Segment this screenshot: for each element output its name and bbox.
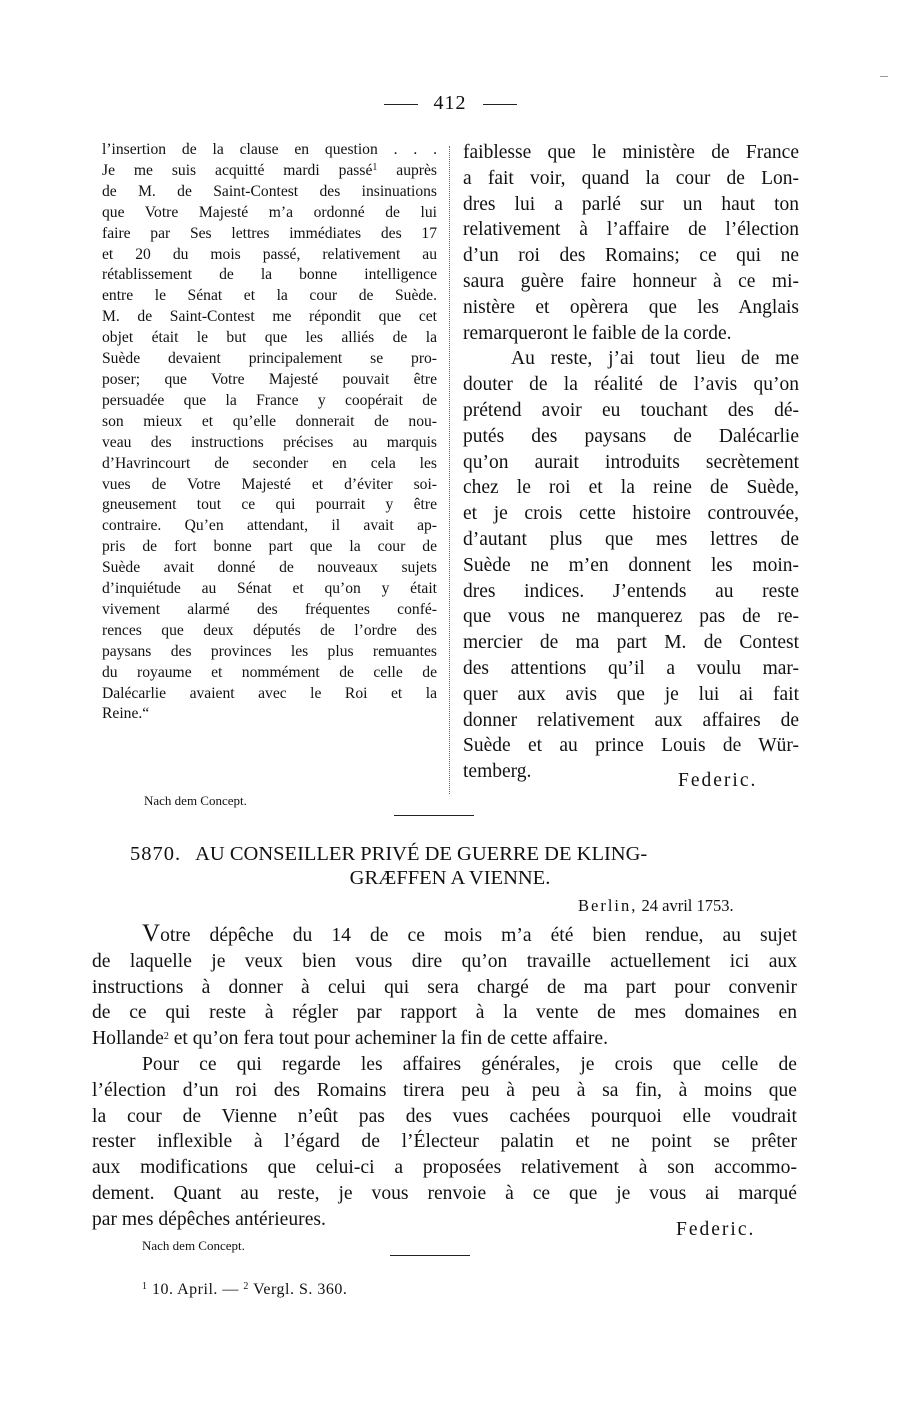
left-line: rétablissement de la bonne intelligence (102, 266, 437, 284)
right-line: dres lui a parlé sur un haut ton (463, 193, 799, 215)
page-number: 412 (433, 92, 467, 114)
left-line: Suède avait donné de nouveaux sujets (102, 559, 437, 577)
left-line: poser; que Votre Majesté pouvait être (102, 370, 437, 388)
right-line: et je crois cette histoire controuvée, (463, 503, 799, 525)
body-line: instructions à donner à celui qui sera chargé de ma part pour convenir (92, 976, 797, 998)
dateline-date: 24 avril 1753. (637, 896, 734, 915)
body-line: la cour de Vienne n’eût pas des vues cachées pourquoi elle voudrait (92, 1105, 797, 1127)
footnote-number: 2 (243, 1281, 249, 1292)
body-line: de laquelle je veux bien vous dire qu’on travaille actuellement ici aux (92, 950, 797, 972)
body-line: par mes dépêches antérieures. (92, 1208, 326, 1230)
dropcap: V (142, 920, 161, 947)
left-line: M. de Saint-Contest me répondit que cet (102, 308, 437, 326)
right-line: prétend avoir eu touchant des dé- (463, 399, 799, 421)
left-line: contraire. Qu’en attendant, il avait ap- (102, 517, 437, 535)
right-line: a fait voir, quand la cour de Lon- (463, 167, 799, 189)
left-line: vivement alarmé des fréquentes confé- (102, 600, 437, 618)
body-line: l’élection d’un roi des Romains tirera peu à peu à sa fin, à moins que (92, 1079, 797, 1101)
footnote-number: 1 (142, 1281, 148, 1292)
section-rule (394, 815, 474, 816)
left-line: Suède devaient principalement se pro- (102, 350, 437, 368)
right-line: chez le roi et la reine de Suède, (463, 477, 799, 499)
footnote-text: 10. April. — (147, 1281, 244, 1298)
body-line: Hollande$^2$ et qu’on fera tout pour acheminer la fin de cette affaire. (92, 1028, 609, 1050)
signature: Federic. (676, 1219, 756, 1240)
left-line: Reine.“ (102, 705, 150, 723)
left-line: son mieux et qu’elle donnerait de nou- (102, 412, 437, 430)
concept-note: Nach dem Concept. (144, 793, 247, 808)
left-line: que Votre Majesté m’a ordonné de lui (102, 203, 437, 221)
left-line: pris de fort bonne part que la cour de (102, 538, 437, 556)
left-line: entre le Sénat et la cour de Suède. (102, 287, 437, 305)
document-heading (130, 842, 770, 890)
column-divider (449, 146, 450, 794)
document-title-line1: AU CONSEILLER PRIVÉ DE GUERRE DE KLING- (195, 843, 648, 865)
right-line: saura guère faire honneur à ce mi- (463, 270, 799, 292)
left-line: d’Havrincourt de seconder en cela les (102, 454, 437, 472)
body-line: dement. Quant au reste, je vous renvoie à ce que je vous ai marqué (92, 1182, 797, 1204)
body-line: rester inflexible à l’égard de l’Électeur palatin et ne point se prêter (92, 1131, 797, 1153)
body-line: Pour ce qui regarde les affaires générales, je crois que celle de (142, 1053, 797, 1075)
footnote-ref: 2 (163, 1031, 169, 1043)
right-line: Suède ne m’en donnent les moin- (463, 554, 799, 576)
right-line: mercier de ma part M. de Contest (463, 632, 799, 654)
signature: Federic. (678, 770, 758, 791)
left-line: persuadée que la France y coopérait de (102, 391, 437, 409)
right-line: quer aux avis que je lui ai fait (463, 683, 799, 705)
header-dash-left (384, 104, 418, 105)
right-line: qu’on aurait introduits secrètement (463, 451, 799, 473)
document-title-line2: GRÆFFEN A VIENNE. (349, 867, 551, 889)
right-line: douter de la réalité de l’avis qu’on (463, 374, 799, 396)
header-dash-right (483, 104, 517, 105)
right-line: des attentions qu’il a voulu mar- (463, 657, 799, 679)
right-line: relativement à l’affaire de l’élection (463, 219, 799, 241)
body-line: de ce qui reste à régler par rapport à la vente de mes domaines en (92, 1002, 797, 1024)
right-line: putés des paysans de Dalécarlie (463, 425, 799, 447)
left-line: l’insertion de la clause en question . . . (102, 141, 437, 158)
letter-body (92, 921, 797, 1233)
left-line: du royaume et nommément de celle de (102, 663, 437, 681)
right-line: nistère et opèrera que les Anglais (463, 296, 799, 318)
right-line: d’un roi des Romains; ce qui ne (463, 245, 799, 267)
left-line: de M. de Saint-Contest des insinuations (102, 182, 437, 200)
left-line: d’inquiétude au Sénat et qu’on y était (102, 580, 437, 598)
dateline (578, 896, 734, 916)
footnote-text: Vergl. S. 360. (248, 1281, 348, 1298)
left-line: veau des instructions précises au marquis (102, 433, 437, 451)
left-line: et 20 du mois passé, relativement au (102, 245, 437, 263)
right-line: dres indices. J’entends au reste (463, 580, 799, 602)
body-line: aux modifications que celui-ci a proposées relativement à son accommo- (92, 1157, 797, 1179)
left-line: faire par Ses lettres immédiates des 17 (102, 224, 437, 242)
right-line: faiblesse que le ministère de France (463, 142, 799, 163)
margin-mark (880, 76, 888, 77)
right-column (463, 140, 799, 785)
left-line: Dalécarlie avaient avec le Roi et la (102, 684, 437, 702)
body-line: Votre dépêche du 14 de ce mois m’a été bien rendue, au sujet (142, 920, 797, 947)
document-number: 5870. (130, 843, 182, 865)
right-line: donner relativement aux affaires de (463, 709, 799, 731)
footnotes (142, 1281, 347, 1299)
right-line: temberg. (463, 761, 532, 783)
right-line: que vous ne manquerez pas de re- (463, 606, 799, 628)
concept-note: Nach dem Concept. (142, 1238, 245, 1253)
footnote-rule (390, 1255, 470, 1256)
footnote-ref: 1 (372, 161, 378, 173)
left-line: rences que deux députés de l’ordre des (102, 621, 437, 639)
left-line: paysans des provinces les plus remuantes (102, 642, 437, 660)
left-line: objet était le but que les alliés de la (102, 329, 437, 347)
right-line: remarqueront le faible de la corde. (463, 322, 732, 344)
left-line: vues de Votre Majesté et d’éviter soi- (102, 475, 437, 493)
left-line: gneusement tout ce qui pourrait y être (102, 496, 437, 514)
right-line: Suède et au prince Louis de Wür- (463, 735, 799, 757)
right-line: d’autant plus que mes lettres de (463, 528, 799, 550)
page-header (0, 92, 900, 115)
dateline-place: Berlin, (578, 896, 638, 915)
right-line: Au reste, j’ai tout lieu de me (511, 348, 799, 370)
left-line: Je me suis acquitté mardi passé$^1$ auprès (102, 161, 437, 179)
left-column (102, 140, 437, 725)
